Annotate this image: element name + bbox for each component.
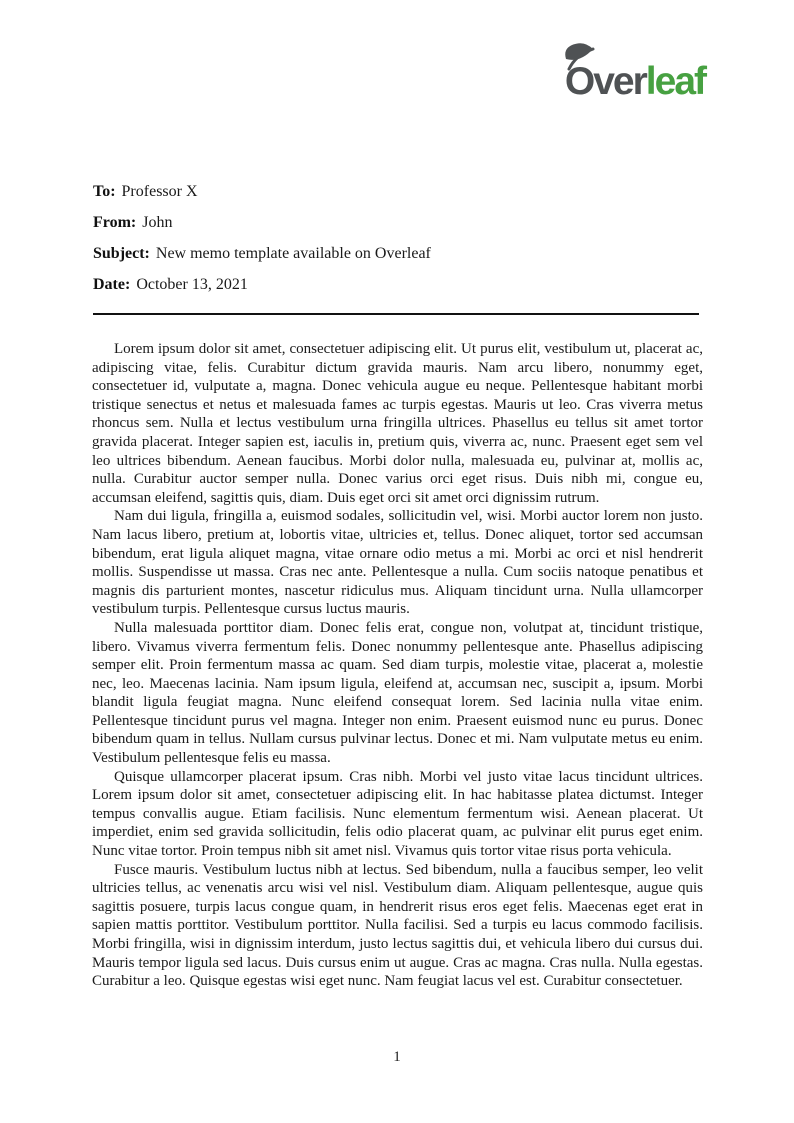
memo-field-date xyxy=(93,275,703,295)
memo-field-value: October 13, 2021 xyxy=(136,276,248,293)
memo-field-label: Subject: xyxy=(93,245,150,262)
memo-field-label: From: xyxy=(93,214,137,231)
body-paragraph: Quisque ullamcorper placerat ipsum. Cras nibh. Morbi vel justo vitae lacus tincidunt ultrices. Lorem ipsum dolor sit amet, consectetuer adipiscing elit. In hac habitasse platea dictumst. Integer tempus convallis augue. Etiam facilisis. Nunc elementum fermentum wisi. Aenean placerat. Ut imperdiet, enim sed gravida sollicitudin, felis odio placerat quam, ac pulvinar elit purus eget enim. Nunc vitae tortor. Proin tempus nibh sit amet nisl. Vivamus quis tortor vitae risus porta vehicula. xyxy=(92,768,703,860)
header-rule-divider xyxy=(93,313,699,315)
memo-field-value: John xyxy=(142,214,173,231)
logo-text-gray: Over xyxy=(564,60,646,103)
logo-text-green: leaf xyxy=(645,60,705,103)
leaf-icon xyxy=(560,45,596,69)
memo-field-label: To: xyxy=(93,183,116,200)
memo-field-value: New memo template available on Overleaf xyxy=(155,245,431,262)
page-footer xyxy=(0,1049,794,1066)
body-paragraph: Fusce mauris. Vestibulum luctus nibh at lectus. Sed bibendum, nulla a faucibus semper, leo velit ultricies tellus, ac venenatis arcu wisi vel nisl. Vestibulum diam. Aliquam pellentesque, augue quis sagittis posuere, turpis lacus congue quam, in hendrerit risus eros eget felis. Maecenas eget erat in sapien mattis porttitor. Vestibulum porttitor. Nulla facilisi. Sed a turpis eu lacus commodo facilisis. Morbi fringilla, wisi in dignissim interdum, justo lectus sagittis dui, et vehicula libero dui cursus dui. Mauris tempor ligula sed lacus. Duis cursus enim ut augue. Cras ac magna. Cras nulla. Nulla egestas. Curabitur a leo. Quisque egestas wisi eget nunc. Nam feugiat lacus vel est. Curabitur consectetuer. xyxy=(92,861,703,990)
overleaf-logo xyxy=(565,62,705,101)
body-paragraph: Nam dui ligula, fringilla a, euismod sodales, sollicitudin vel, wisi. Morbi auctor lorem non justo. Nam lacus libero, pretium at, lobortis vitae, ultricies et, tellus. Donec aliquet, tortor sed accumsan bibendum, erat ligula aliquet magna, vitae ornare odio metus a mi. Morbi ac orci et nisl hendrerit mollis. Suspendisse ut massa. Cras nec ante. Pellentesque a nulla. Cum sociis natoque penatibus et magnis dis parturient montes, nascetur ridiculus mus. Aliquam tincidunt urna. Nulla ullamcorper vestibulum turpis. Pellentesque cursus luctus mauris. xyxy=(92,508,703,618)
memo-field-label: Date: xyxy=(93,276,131,293)
body-paragraph: Nulla malesuada porttitor diam. Donec felis erat, congue non, volutpat at, tincidunt tristique, libero. Vivamus viverra fermentum felis. Donec nonummy pellentesque ante. Phasellus adipiscing semper elit. Proin fermentum massa ac quam. Sed diam turpis, molestie vitae, placerat a, molestie nec, leo. Maecenas lacinia. Nam ipsum ligula, eleifend at, accumsan nec, suscipit a, ipsum. Morbi blandit ligula feugiat magna. Nunc eleifend consequat lorem. Sed lacinia nulla vitae enim. Pellentesque tincidunt purus vel magna. Integer non enim. Praesent euismod nunc eu purus. Donec bibendum quam in tellus. Nullam cursus pulvinar lectus. Donec et mi. Nam vulputate metus eu enim. Vestibulum pellentesque felis eu massa. xyxy=(92,619,703,767)
memo-body xyxy=(92,340,703,991)
memo-header xyxy=(93,182,703,306)
page-number: 1 xyxy=(393,1049,401,1065)
memo-field-value: Professor X xyxy=(121,183,198,200)
body-paragraph: Lorem ipsum dolor sit amet, consectetuer adipiscing elit. Ut purus elit, vestibulum ut, placerat ac, adipiscing vitae, felis. Curabitur dictum gravida mauris. Nam arcu libero, nonummy eget, consectetuer id, vulputate a, magna. Donec vehicula augue eu neque. Pellentesque habitant morbi tristique senectus et netus et malesuada fames ac turpis egestas. Mauris ut leo. Cras viverra metus rhoncus sem. Nulla et lectus vestibulum urna fringilla ultrices. Phasellus eu tellus sit amet tortor gravida placerat. Integer sapien est, iaculis in, pretium quis, viverra ac, nunc. Praesent eget sem vel leo ultrices bibendum. Aenean faucibus. Morbi dolor nulla, malesuada eu, pulvinar at, mollis ac, nulla. Curabitur auctor semper nulla. Donec varius orci eget risus. Duis nibh mi, congue eu, accumsan eleifend, sagittis quis, diam. Duis eget orci sit amet orci dignissim rutrum. xyxy=(92,341,703,506)
memo-field-from xyxy=(93,213,703,233)
memo-field-subject xyxy=(93,244,703,264)
logo-letter-o-wrap xyxy=(565,62,646,101)
memo-field-to xyxy=(93,182,703,202)
